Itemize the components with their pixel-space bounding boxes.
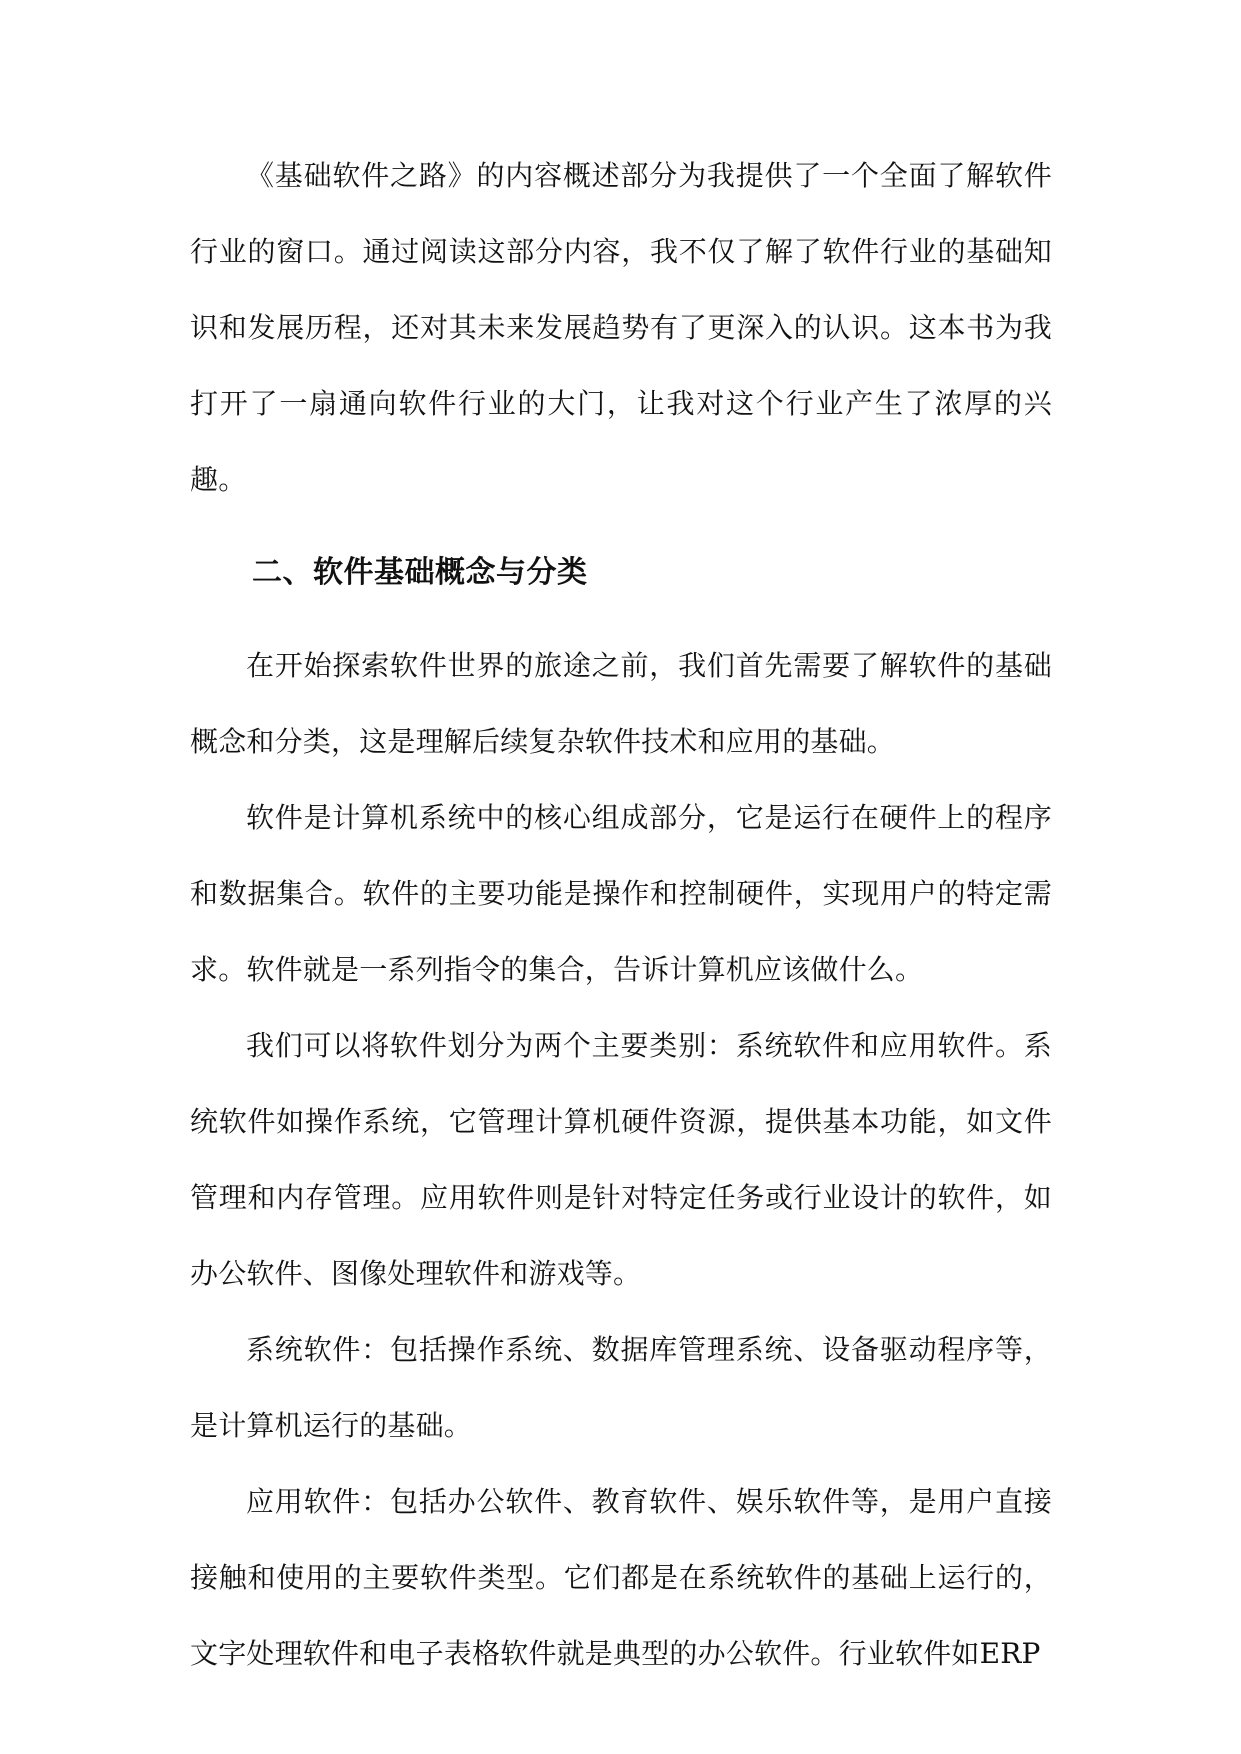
body-paragraph: 系统软件：包括操作系统、数据库管理系统、设备驱动程序等，是计算机运行的基础。 xyxy=(190,1333,1052,1442)
intro-paragraph: 《基础软件之路》的内容概述部分为我提供了一个全面了解软件行业的窗口。通过阅读这部分内容，我不仅了解了软件行业的基础知识和发展历程，还对其未来发展趋势有了更深入的认识。这本书为我打开了一扇通向软件行业的大门，让我对这个行业产生了浓厚的兴趣。 xyxy=(190,159,1052,496)
body-paragraph: 软件是计算机系统中的核心组成部分，它是运行在硬件上的程序和数据集合。软件的主要功能是操作和控制硬件，实现用户的特定需求。软件就是一系列指令的集合，告诉计算机应该做什么。 xyxy=(190,801,1052,986)
body-paragraph: 我们可以将软件划分为两个主要类别：系统软件和应用软件。系统软件如操作系统，它管理计算机硬件资源，提供基本功能，如文件管理和内存管理。应用软件则是针对特定任务或行业设计的软件，如办公软件、图像处理软件和游戏等。 xyxy=(190,1029,1052,1290)
body-paragraph: 在开始探索软件世界的旅途之前，我们首先需要了解软件的基础概念和分类，这是理解后续复杂软件技术和应用的基础。 xyxy=(190,649,1052,758)
section-heading: 二、软件基础概念与分类 xyxy=(252,555,588,590)
body-paragraph: 应用软件：包括办公软件、教育软件、娱乐软件等，是用户直接接触和使用的主要软件类型。它们都是在系统软件的基础上运行的，文字处理软件和电子表格软件就是典型的办公软件。行业软件如ERP xyxy=(190,1485,1052,1670)
document-body xyxy=(190,138,1052,1692)
